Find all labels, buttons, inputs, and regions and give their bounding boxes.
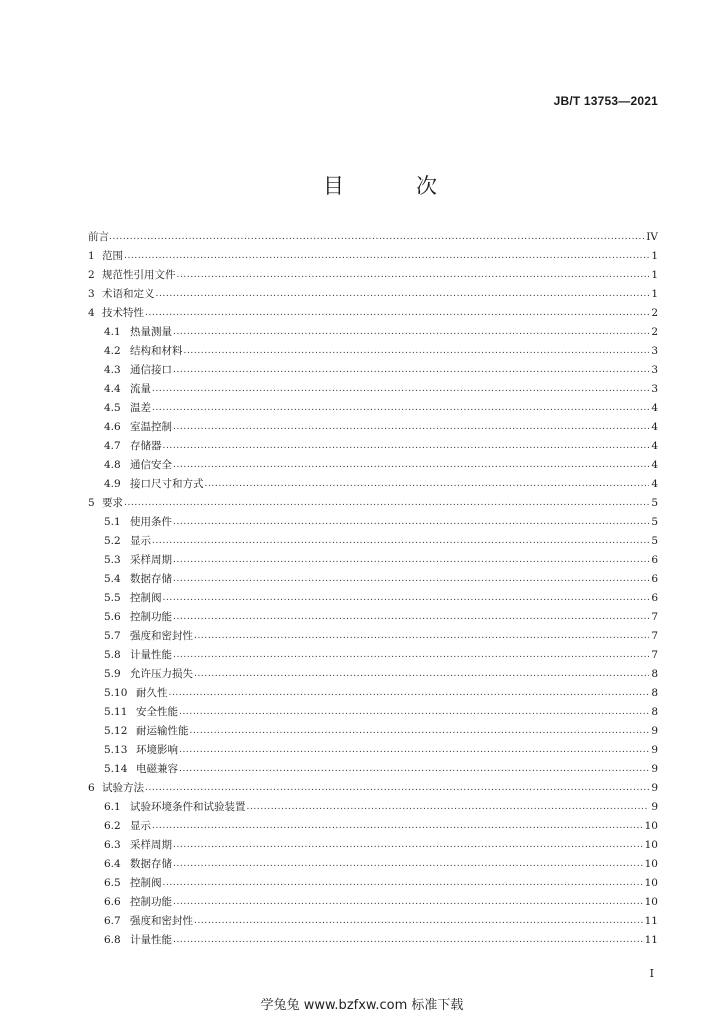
toc-entry[interactable] (88, 323, 658, 342)
toc-entry-number: 5.7 (104, 630, 121, 642)
toc-dot-leader (145, 779, 649, 798)
toc-entry-label: 通信接口 (130, 364, 172, 376)
toc-entry-page: 7 (651, 649, 658, 661)
toc-entry[interactable] (88, 608, 658, 627)
toc-entry[interactable] (88, 228, 658, 247)
toc-entry-page: 3 (651, 345, 658, 357)
toc-entry-number: 2 (88, 269, 95, 281)
toc-entry-label: 耐运输性能 (136, 725, 189, 737)
toc-entry-page: 10 (644, 896, 658, 908)
toc-entry-number: 6.4 (104, 858, 121, 870)
toc-dot-leader (194, 665, 649, 684)
toc-dot-leader (173, 570, 649, 589)
toc-entry-label: 数据存储 (130, 573, 172, 585)
toc-entry-label: 试验环境条件和试验装置 (130, 801, 246, 813)
toc-dot-leader (173, 646, 649, 665)
toc-entry-number: 1 (88, 250, 95, 262)
toc-entry-page: 4 (651, 440, 658, 452)
toc-entry-label: 显示 (130, 820, 151, 832)
toc-entry-page: 5 (651, 516, 658, 528)
toc-entry-page: IV (646, 231, 658, 243)
toc-entry-label: 耐久性 (136, 687, 168, 699)
toc-entry-page: 9 (651, 725, 658, 737)
toc-entry-number: 5.8 (104, 649, 121, 661)
toc-dot-leader (109, 228, 645, 247)
toc-entry-label: 控制阀 (130, 592, 162, 604)
toc-entry[interactable] (88, 266, 658, 285)
toc-entry-number: 5.11 (104, 706, 128, 718)
toc-dot-leader (173, 323, 649, 342)
toc-entry-page: 9 (651, 744, 658, 756)
toc-entry[interactable] (88, 437, 658, 456)
toc-entry-page: 6 (651, 573, 658, 585)
toc-dot-leader (163, 874, 644, 893)
toc-dot-leader (152, 380, 649, 399)
toc-entry-label: 室温控制 (130, 421, 172, 433)
toc-entry-number: 4 (88, 307, 95, 319)
toc-entry[interactable] (88, 399, 658, 418)
toc-entry-label: 结构和材料 (130, 345, 183, 357)
toc-entry[interactable] (88, 798, 658, 817)
toc-dot-leader (152, 399, 649, 418)
toc-entry-label: 允许压力损失 (130, 668, 193, 680)
toc-entry-number: 4.6 (104, 421, 121, 433)
toc-entry-page: 11 (644, 934, 658, 946)
toc-dot-leader (173, 931, 644, 950)
toc-dot-leader (194, 627, 649, 646)
toc-title-char-1: 目 (323, 174, 380, 198)
toc-entry-number: 5.12 (104, 725, 128, 737)
toc-dot-leader (173, 418, 649, 437)
toc-entry-page: 5 (651, 497, 658, 509)
toc-entry-page: 4 (651, 421, 658, 433)
toc-entry[interactable] (88, 380, 658, 399)
toc-entry-number: 5.5 (104, 592, 121, 604)
toc-entry-label: 接口尺寸和方式 (130, 478, 204, 490)
toc-entry-page: 1 (651, 269, 658, 281)
toc-entry-page: 11 (644, 915, 658, 927)
toc-entry-page: 4 (651, 402, 658, 414)
toc-entry-label: 试验方法 (102, 782, 144, 794)
toc-dot-leader (173, 456, 649, 475)
toc-entry-label: 控制功能 (130, 611, 172, 623)
toc-entry-page: 3 (651, 364, 658, 376)
toc-entry-page: 4 (651, 459, 658, 471)
toc-entry[interactable] (88, 570, 658, 589)
toc-dot-leader (205, 475, 650, 494)
toc-entry-page: 8 (651, 687, 658, 699)
toc-dot-leader (169, 684, 650, 703)
toc-entry-number: 5.10 (104, 687, 128, 699)
toc-entry-number: 4.7 (104, 440, 121, 452)
toc-entry[interactable] (88, 817, 658, 836)
toc-entry-number: 4.8 (104, 459, 121, 471)
toc-entry-page: 4 (651, 478, 658, 490)
toc-dot-leader (145, 304, 649, 323)
toc-dot-leader (173, 361, 649, 380)
toc-entry-page: 8 (651, 668, 658, 680)
toc-entry[interactable] (88, 855, 658, 874)
toc-entry-page: 9 (651, 782, 658, 794)
standard-code: JB/T 13753—2021 (553, 94, 658, 108)
page-number: I (649, 967, 654, 980)
toc-dot-leader (152, 817, 644, 836)
toc-entry-page: 7 (651, 630, 658, 642)
toc-entry-label: 采样周期 (130, 839, 172, 851)
toc-entry-page: 9 (651, 801, 658, 813)
toc-dot-leader (156, 285, 650, 304)
toc-dot-leader (190, 722, 650, 741)
toc-entry[interactable] (88, 418, 658, 437)
toc-dot-leader (124, 494, 649, 513)
toc-entry-label: 强度和密封性 (130, 915, 193, 927)
toc-entry-number: 5.3 (104, 554, 121, 566)
toc-entry-number: 6.5 (104, 877, 121, 889)
toc-entry[interactable] (88, 361, 658, 380)
toc-entry[interactable] (88, 342, 658, 361)
toc-entry[interactable] (88, 779, 658, 798)
toc-entry-page: 9 (651, 763, 658, 775)
toc-entry-label: 要求 (102, 497, 123, 509)
toc-entry-page: 8 (651, 706, 658, 718)
toc-entry-page: 3 (651, 383, 658, 395)
toc-entry[interactable] (88, 532, 658, 551)
toc-dot-leader (152, 532, 649, 551)
toc-entry-number: 5.13 (104, 744, 128, 756)
toc-entry-number: 5.2 (104, 535, 121, 547)
toc-entry-page: 5 (651, 535, 658, 547)
toc-dot-leader (163, 589, 650, 608)
toc-entry[interactable] (88, 836, 658, 855)
toc-dot-leader (179, 760, 649, 779)
toc-entry-label: 存储器 (130, 440, 162, 452)
toc-entry-number: 5 (88, 497, 95, 509)
toc-entry[interactable] (88, 912, 658, 931)
toc-entry-label: 控制阀 (130, 877, 162, 889)
toc-entry-number: 6 (88, 782, 95, 794)
toc-entry-page: 10 (644, 858, 658, 870)
toc-entry[interactable] (88, 589, 658, 608)
toc-entry-label: 强度和密封性 (130, 630, 193, 642)
toc-entry-number: 3 (88, 288, 95, 300)
toc-entry-label: 电磁兼容 (136, 763, 178, 775)
toc-entry-page: 2 (651, 326, 658, 338)
toc-entry-number: 6.8 (104, 934, 121, 946)
toc-entry[interactable] (88, 741, 658, 760)
toc-entry-number: 4.2 (104, 345, 121, 357)
toc-entry-label: 显示 (130, 535, 151, 547)
toc-entry[interactable] (88, 931, 658, 950)
toc-entry-number: 4.3 (104, 364, 121, 376)
toc-entry-label: 使用条件 (130, 516, 172, 528)
toc-dot-leader (173, 608, 649, 627)
toc-entry-label: 热量测量 (130, 326, 172, 338)
toc-entry-label: 通信安全 (130, 459, 172, 471)
toc-title (0, 170, 724, 200)
toc-entry[interactable] (88, 760, 658, 779)
toc-dot-leader (173, 893, 644, 912)
toc-entry-number: 4.1 (104, 326, 121, 338)
toc-entry-label: 规范性引用文件 (102, 269, 176, 281)
toc-entry-label: 数据存储 (130, 858, 172, 870)
toc-entry-label: 环境影响 (136, 744, 178, 756)
toc-dot-leader (173, 836, 644, 855)
toc-entry-page: 10 (644, 820, 658, 832)
toc-entry[interactable] (88, 893, 658, 912)
toc-entry-label: 控制功能 (130, 896, 172, 908)
toc-dot-leader (184, 342, 650, 361)
toc-dot-leader (179, 703, 649, 722)
toc-entry[interactable] (88, 722, 658, 741)
toc-entry-number: 5.14 (104, 763, 128, 775)
toc-entry-page: 10 (644, 839, 658, 851)
footer-watermark: 学兔兔 www.bzfxw.com 标准下载 (260, 998, 464, 1013)
toc-entry-number: 5.6 (104, 611, 121, 623)
toc-dot-leader (124, 247, 649, 266)
toc-dot-leader (173, 513, 649, 532)
toc-entry[interactable] (88, 665, 658, 684)
toc-entry[interactable] (88, 646, 658, 665)
toc-entry[interactable] (88, 494, 658, 513)
toc-entry-number: 6.3 (104, 839, 121, 851)
toc-entry-number: 4.9 (104, 478, 121, 490)
toc-entry-label: 范围 (102, 250, 123, 262)
toc-entry[interactable] (88, 285, 658, 304)
toc-entry[interactable] (88, 627, 658, 646)
toc-entry[interactable] (88, 703, 658, 722)
toc-entry-label: 采样周期 (130, 554, 172, 566)
toc-entry-number: 5.1 (104, 516, 121, 528)
toc-entry[interactable] (88, 304, 658, 323)
toc-entry-page: 1 (651, 288, 658, 300)
toc-entry-number: 6.1 (104, 801, 121, 813)
toc-entry-label: 技术特性 (102, 307, 144, 319)
toc-entry[interactable] (88, 247, 658, 266)
toc-entry-label: 流量 (130, 383, 151, 395)
toc-entry-page: 2 (651, 307, 658, 319)
toc-entry[interactable] (88, 684, 658, 703)
toc-entry-label: 前言 (88, 231, 109, 243)
toc-entry-label: 术语和定义 (102, 288, 155, 300)
toc-dot-leader (163, 437, 650, 456)
toc-entry-label: 计量性能 (130, 649, 172, 661)
toc-entry-label: 安全性能 (136, 706, 178, 718)
toc-entry[interactable] (88, 551, 658, 570)
toc-dot-leader (179, 741, 649, 760)
toc-entry-number: 6.2 (104, 820, 121, 832)
toc-entry[interactable] (88, 874, 658, 893)
toc-entry-label: 温差 (130, 402, 151, 414)
toc-entry-number: 5.4 (104, 573, 121, 585)
toc-entry-page: 7 (651, 611, 658, 623)
toc-entry-page: 6 (651, 592, 658, 604)
toc-entry-number: 6.6 (104, 896, 121, 908)
toc-entry-number: 6.7 (104, 915, 121, 927)
toc-dot-leader (247, 798, 650, 817)
toc-entry[interactable] (88, 513, 658, 532)
toc-dot-leader (173, 551, 649, 570)
toc-entry-page: 1 (651, 250, 658, 262)
toc-dot-leader (173, 855, 644, 874)
toc-entry[interactable] (88, 475, 658, 494)
toc-entry[interactable] (88, 456, 658, 475)
toc-entry-page: 10 (644, 877, 658, 889)
table-of-contents (88, 228, 658, 950)
toc-entry-page: 6 (651, 554, 658, 566)
toc-title-char-2: 次 (416, 174, 473, 198)
toc-entry-label: 计量性能 (130, 934, 172, 946)
toc-dot-leader (177, 266, 650, 285)
toc-dot-leader (194, 912, 644, 931)
toc-entry-number: 5.9 (104, 668, 121, 680)
toc-entry-number: 4.4 (104, 383, 121, 395)
toc-entry-number: 4.5 (104, 402, 121, 414)
